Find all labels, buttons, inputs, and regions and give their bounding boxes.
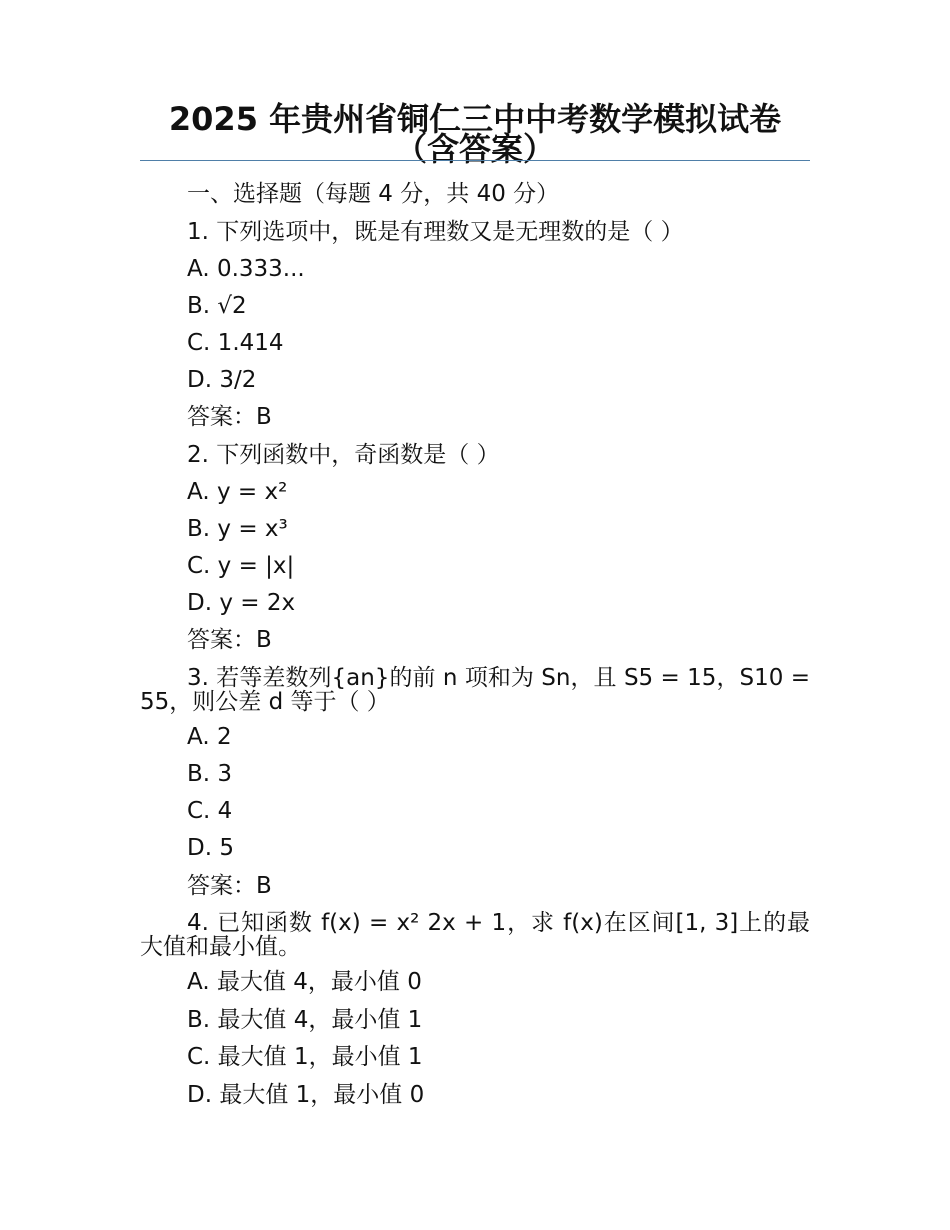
- question-2-option-b: B. y = x³: [187, 516, 288, 542]
- question-2-option-c: C. y = |x|: [187, 553, 295, 579]
- question-3-option-b: B. 3: [187, 761, 233, 787]
- question-3-stem: 3. 若等差数列{an}的前 n 项和为 Sn，且 S5 = 15，S10 = 55，则公差 d 等于（ ）: [140, 665, 810, 715]
- question-1-option-a: A. 0.333...: [187, 256, 305, 282]
- question-2-option-d: D. y = 2x: [187, 590, 296, 616]
- question-1-option-d: D. 3/2: [187, 367, 257, 393]
- question-4-option-d: D. 最大值 1，最小值 0: [187, 1082, 425, 1108]
- section-heading: 一、选择题（每题 4 分，共 40 分）: [187, 181, 560, 207]
- question-3-answer: 答案：B: [187, 873, 272, 899]
- question-4-option-c: C. 最大值 1，最小值 1: [187, 1044, 423, 1070]
- question-1-option-b: B. √2: [187, 293, 247, 319]
- question-3-option-c: C. 4: [187, 798, 233, 824]
- question-4-option-a: A. 最大值 4，最小值 0: [187, 969, 422, 995]
- question-2-answer: 答案：B: [187, 627, 272, 653]
- question-1-stem: 1. 下列选项中，既是有理数又是无理数的是（ ）: [187, 219, 684, 245]
- question-2-stem: 2. 下列函数中，奇函数是（ ）: [187, 442, 500, 468]
- question-3-option-a: A. 2: [187, 724, 232, 750]
- question-4-option-b: B. 最大值 4，最小值 1: [187, 1007, 423, 1033]
- question-1-answer: 答案：B: [187, 404, 272, 430]
- question-1-option-c: C. 1.414: [187, 330, 284, 356]
- page-title: 2025 年贵州省铜仁三中中考数学模拟试卷（含答案）: [168, 100, 782, 168]
- title-divider: [140, 160, 810, 161]
- question-3-option-d: D. 5: [187, 835, 234, 861]
- question-4-stem: 4. 已知函数 f(x) = x² 2x + 1，求 f(x)在区间[1, 3]上的最大值和最小值。: [140, 910, 810, 960]
- question-2-option-a: A. y = x²: [187, 479, 288, 505]
